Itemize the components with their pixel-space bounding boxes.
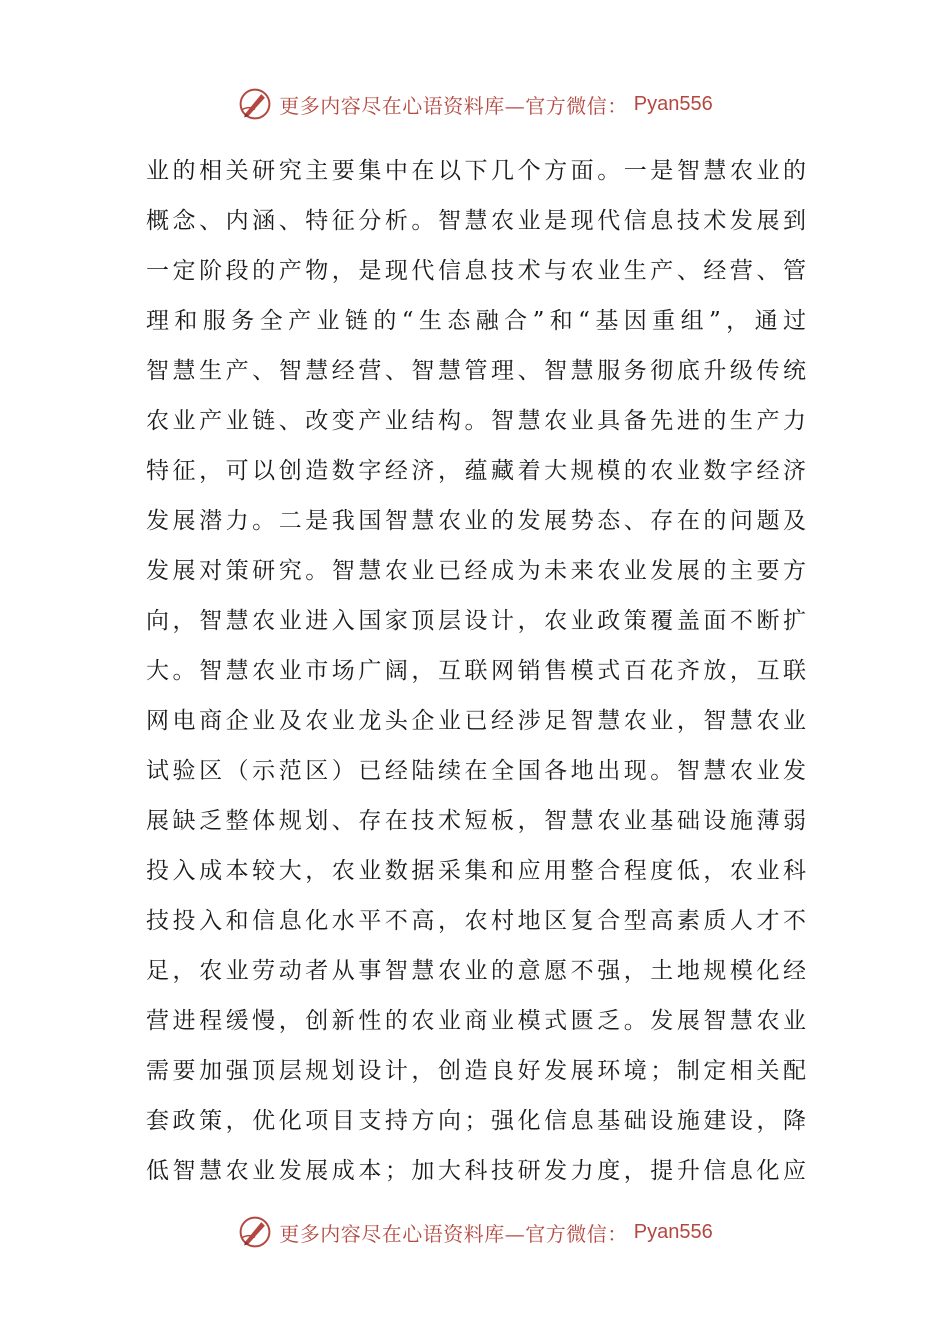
text-line: 理和服务全产业链的“生态融合”和“基因重组”，通过: [146, 308, 806, 334]
header-watermark: [0, 84, 950, 124]
text-line: 试验区（示范区）已经陆续在全国各地出现。智慧农业发: [146, 758, 806, 784]
text-line: 业的相关研究主要集中在以下几个方面。一是智慧农业的: [146, 158, 806, 184]
text-line: 需要加强顶层规划设计，创造良好发展环境；制定相关配: [146, 1058, 806, 1084]
text-line: 技投入和信息化水平不高，农村地区复合型高素质人才不: [146, 908, 806, 934]
text-line: 智慧生产、智慧经营、智慧管理、智慧服务彻底升级传统: [146, 358, 806, 384]
pen-logo-icon: [237, 86, 273, 122]
text-line: 网电商企业及农业龙头企业已经涉足智慧农业，智慧农业: [146, 708, 806, 734]
text-line: 概念、内涵、特征分析。智慧农业是现代信息技术发展到: [146, 208, 806, 234]
text-line: 特征，可以创造数字经济，蕴藏着大规模的农业数字经济: [146, 458, 806, 484]
text-line: 展缺乏整体规划、存在技术短板，智慧农业基础设施薄弱: [146, 808, 806, 834]
watermark-text: 更多内容尽在心语资料库—官方微信：: [279, 1221, 628, 1246]
watermark-wechat-id: Pyan556: [633, 92, 713, 115]
document-body: [146, 146, 806, 1196]
pen-logo-icon: [237, 1214, 273, 1250]
text-line: 营进程缓慢，创新性的农业商业模式匮乏。发展智慧农业: [146, 1008, 806, 1034]
text-line: 向，智慧农业进入国家顶层设计，农业政策覆盖面不断扩: [146, 608, 806, 634]
text-line: 大。智慧农业市场广阔，互联网销售模式百花齐放，互联: [146, 658, 806, 684]
text-line: 投入成本较大，农业数据采集和应用整合程度低，农业科: [146, 858, 806, 884]
watermark-text: 更多内容尽在心语资料库—官方微信：: [279, 93, 628, 118]
text-line: 一定阶段的产物，是现代信息技术与农业生产、经营、管: [146, 258, 806, 284]
text-line: 农业产业链、改变产业结构。智慧农业具备先进的生产力: [146, 408, 806, 434]
text-line: 发展对策研究。智慧农业已经成为未来农业发展的主要方: [146, 558, 806, 584]
watermark-wechat-id: Pyan556: [633, 1220, 713, 1243]
text-line: 低智慧农业发展成本；加大科技研发力度，提升信息化应: [146, 1158, 806, 1184]
text-line: 发展潜力。二是我国智慧农业的发展势态、存在的问题及: [146, 508, 806, 534]
footer-watermark: [0, 1212, 950, 1252]
text-line: 套政策，优化项目支持方向；强化信息基础设施建设，降: [146, 1108, 806, 1134]
text-line: 足，农业劳动者从事智慧农业的意愿不强，土地规模化经: [146, 958, 806, 984]
